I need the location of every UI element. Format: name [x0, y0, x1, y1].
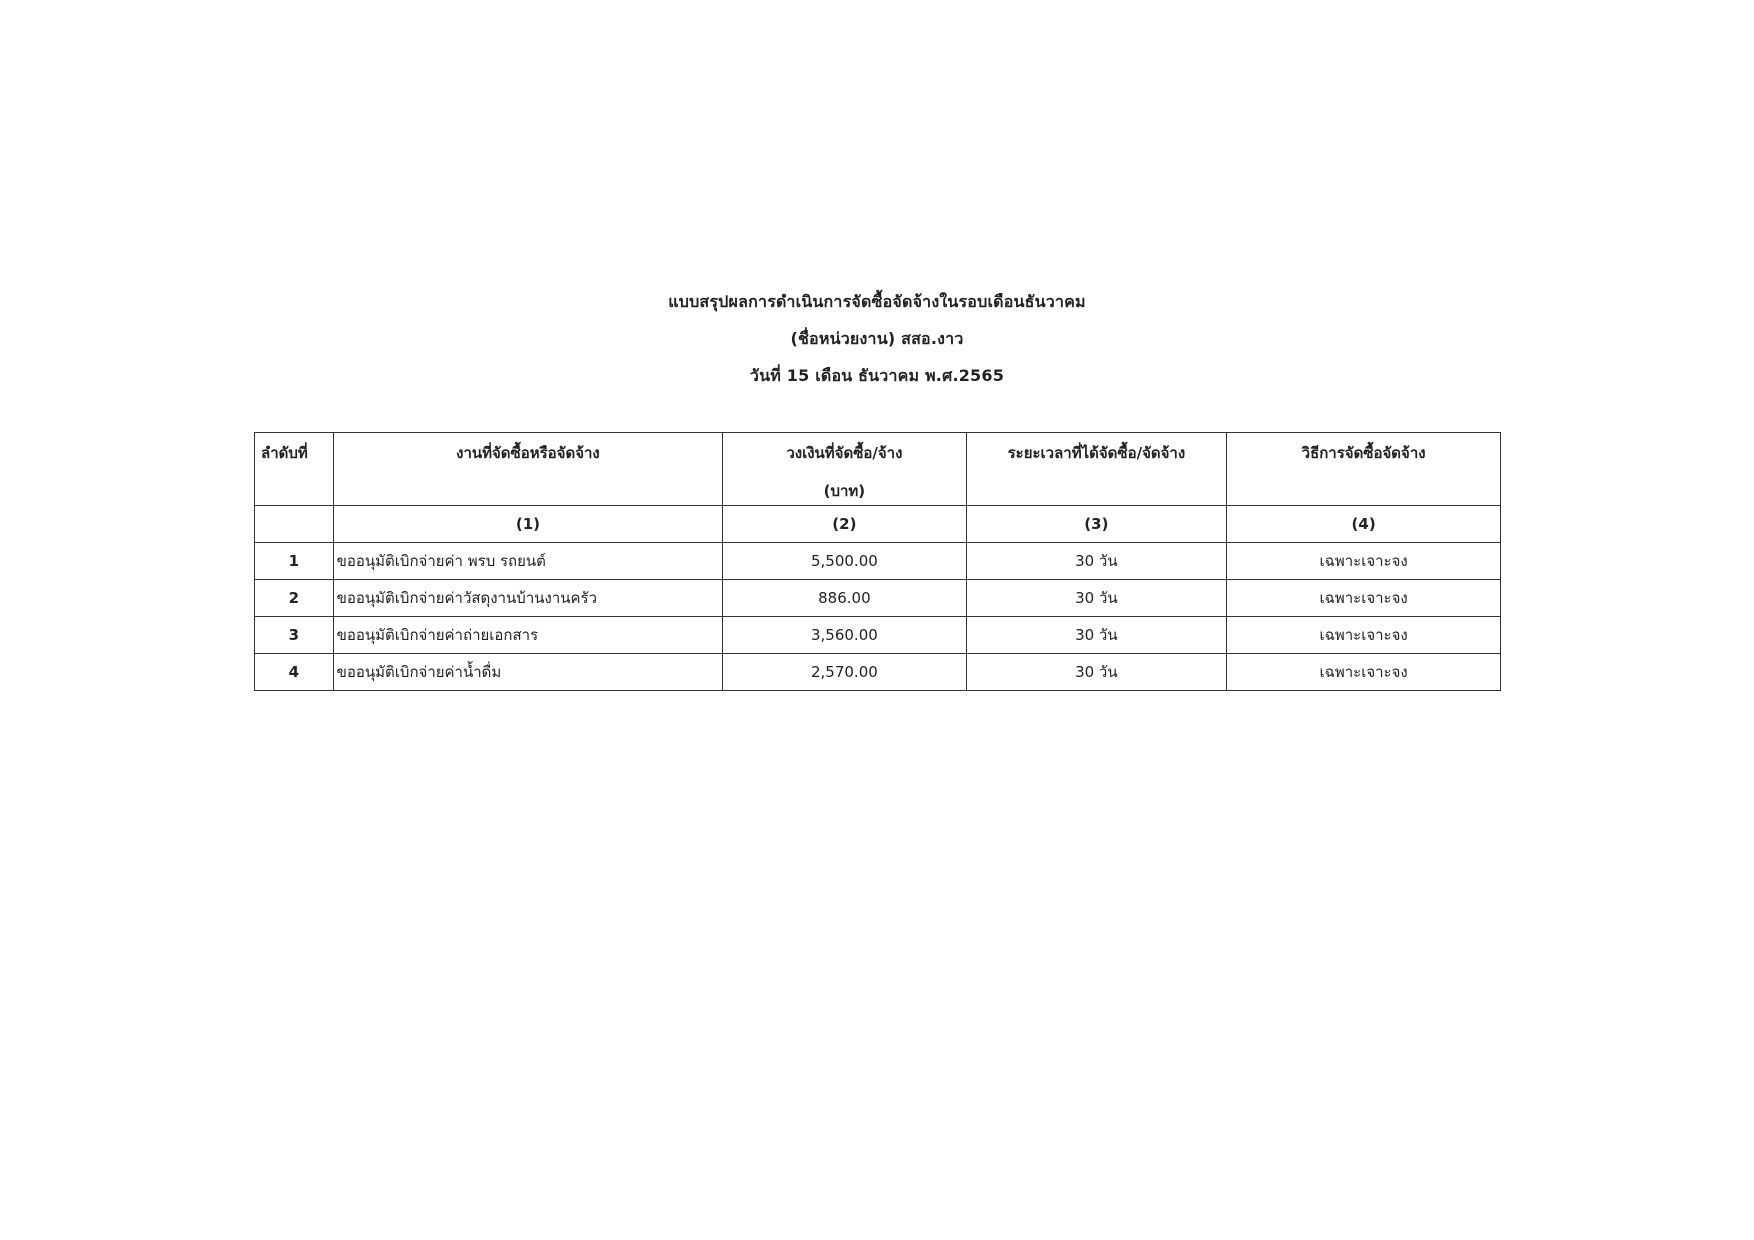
header-method: วิธีการจัดซื้อจัดจ้าง: [1227, 433, 1501, 506]
row-duration: 30 วัน: [966, 543, 1227, 580]
column-number-3: (3): [966, 506, 1227, 543]
table-row: [255, 654, 1501, 691]
row-amount: 3,560.00: [723, 617, 966, 654]
table-header-row: [255, 433, 1501, 506]
row-no: 2: [255, 580, 334, 617]
row-amount: 886.00: [723, 580, 966, 617]
document-date: วันที่ 15 เดือน ธันวาคม พ.ศ.2565: [749, 366, 1005, 385]
table-row: [255, 543, 1501, 580]
row-task: ขออนุมัติเบิกจ่ายค่าถ่ายเอกสาร: [333, 617, 723, 654]
agency-name: (ชื่อหน่วยงาน) สสอ.งาว: [790, 329, 964, 348]
row-method: เฉพาะเจาะจง: [1227, 617, 1501, 654]
row-no: 4: [255, 654, 334, 691]
table-row: [255, 580, 1501, 617]
header-amount-unit: (บาท): [823, 482, 866, 500]
column-number-1: (1): [333, 506, 723, 543]
header-no: ลำดับที่: [255, 433, 334, 506]
row-amount: 2,570.00: [723, 654, 966, 691]
header-amount: [723, 433, 966, 506]
header-duration: ระยะเวลาที่ได้จัดซื้อ/จัดจ้าง: [966, 433, 1227, 506]
row-duration: 30 วัน: [966, 617, 1227, 654]
row-task: ขออนุมัติเบิกจ่ายค่าน้ำดื่ม: [333, 654, 723, 691]
column-number-row: [255, 506, 1501, 543]
row-method: เฉพาะเจาะจง: [1227, 654, 1501, 691]
procurement-summary-table: [254, 432, 1501, 691]
row-method: เฉพาะเจาะจง: [1227, 580, 1501, 617]
row-no: 3: [255, 617, 334, 654]
table-row: [255, 617, 1501, 654]
column-number-2: (2): [723, 506, 966, 543]
row-no: 1: [255, 543, 334, 580]
column-number-empty: [255, 506, 334, 543]
row-task: ขออนุมัติเบิกจ่ายค่าวัสดุงานบ้านงานครัว: [333, 580, 723, 617]
row-duration: 30 วัน: [966, 580, 1227, 617]
row-amount: 5,500.00: [723, 543, 966, 580]
column-number-4: (4): [1227, 506, 1501, 543]
row-duration: 30 วัน: [966, 654, 1227, 691]
header-task: งานที่จัดซื้อหรือจัดจ้าง: [333, 433, 723, 506]
row-task: ขออนุมัติเบิกจ่ายค่า พรบ รถยนต์: [333, 543, 723, 580]
header-amount-label: วงเงินที่จัดซื้อ/จ้าง: [786, 444, 903, 462]
document-title: แบบสรุปผลการดำเนินการจัดซื้อจัดจ้างในรอบเดือนธันวาคม: [668, 292, 1086, 311]
row-method: เฉพาะเจาะจง: [1227, 543, 1501, 580]
